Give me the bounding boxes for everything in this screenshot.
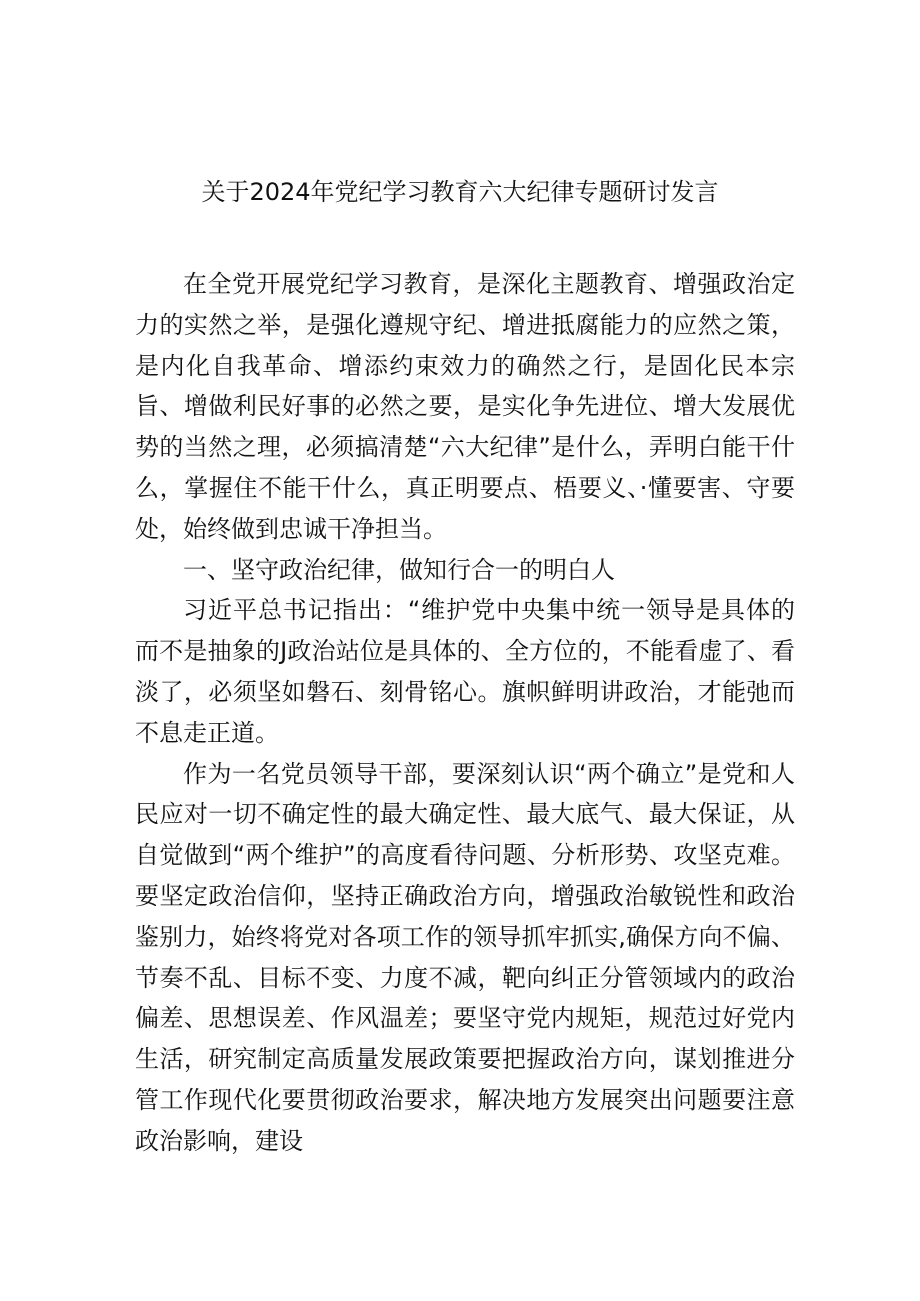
paragraph-quote: 习近平总书记指出：“维护党中央集中统一领导是具体的而不是抽象的J政治站位是具体的、全方位的，不能看虚了、看淡了，必须坚如磐石、刻骨铭心。旗帜鲜明讲政治，才能弛而不息走正道。 xyxy=(135,596,795,747)
document-body xyxy=(135,264,795,1162)
paragraph-intro: 在全党开展党纪学习教育，是深化主题教育、增强政治定力的实然之举，是强化遵规守纪、增进抵腐能力的应然之策，是内化自我革命、增添约束效力的确然之行，是固化民本宗旨、增做利民好事的必然之要，是实化争先进位、增大发展优势的当然之理，必须搞清楚“六大纪律”是什么，弄明白能干什么，掌握住不能干什么，真正明要点、梧要义、·懂要害、守要处，始终做到忠诚干净担当。 xyxy=(135,270,795,543)
paragraph-body: 作为一名党员领导干部，要深刻认识“两个确立”是党和人民应对一切不确定性的最大确定性、最大底气、最大保证，从自觉做到“两个维护”的高度看待问题、分析形势、攻坚克难。要坚定政治信仰，坚持正确政治方向，增强政治敏锐性和政治鉴别力，始终将党对各项工作的领导抓牢抓实,确保方向不偏、节奏不乱、目标不变、力度不减，靶向纠正分管领域内的政治偏差、思想误差、作风温差；要坚守党内规矩，规范过好党内生活，研究制定高质量发展政策要把握政治方向，谋划推进分管工作现代化要贯彻政治要求，解决地方发展突出问题要注意政治影响，建设 xyxy=(135,759,795,1155)
document-title: 关于2024年党纪学习教育六大纪律专题研讨发言 xyxy=(201,178,719,206)
section-heading-1: 一、坚守政治纪律，做知行合一的明白人 xyxy=(183,555,615,584)
